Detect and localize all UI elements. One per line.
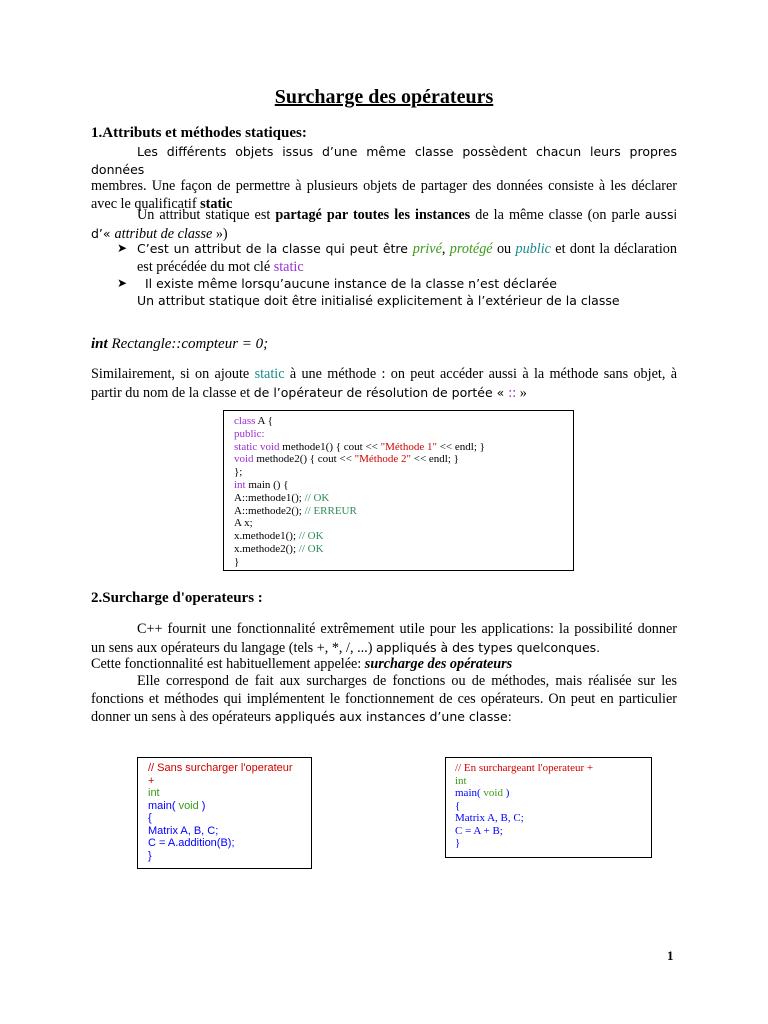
- bullet1-prive: privé: [412, 241, 442, 257]
- para2-italic: attribut de classe: [114, 225, 213, 242]
- code-keyword: int: [234, 478, 246, 491]
- para2-text-d: »): [212, 225, 228, 242]
- bullet-1: [117, 240, 677, 276]
- code-line: }: [234, 555, 240, 568]
- para2-text-a: Un attribut statique est: [137, 207, 276, 223]
- section1-para2: [91, 206, 677, 243]
- code-line: [234, 415, 563, 428]
- code-comment: // OK: [298, 530, 324, 543]
- code-box-without-overload: [137, 757, 312, 869]
- code-keyword: void: [178, 799, 199, 812]
- code-comment: // OK: [304, 491, 330, 504]
- para3-text-b: à une méthode : on peut accéder aussi à la méthode sans objet, à partir du nom de la classe et: [91, 366, 677, 401]
- code-line: [234, 505, 563, 518]
- code-line: public:: [234, 427, 265, 440]
- arrow-bullet-icon: ➤: [117, 276, 128, 290]
- code-text: ): [198, 799, 206, 812]
- section2-heading: 2.Surcharge d'operateurs :: [91, 590, 263, 606]
- page-number: 1: [667, 948, 674, 963]
- para3-scope-operator: ::: [508, 384, 517, 401]
- code-line: [234, 441, 563, 454]
- code-line: Matrix A, B, C;: [455, 812, 524, 824]
- code-comment: // ERREUR: [304, 504, 357, 517]
- para3-text-c: de l’opérateur de résolution de portée «: [253, 384, 509, 400]
- init-line: Un attribut statique doit être initialisé explicitement à l’extérieur de la classe: [137, 293, 620, 308]
- code-line: [234, 492, 563, 505]
- code-line: [148, 800, 301, 813]
- code-keyword: void: [234, 453, 254, 466]
- s2p1-text-c: Cette fonctionnalité est habituellement appelée:: [91, 656, 365, 672]
- code-line: }: [455, 837, 461, 849]
- code-keyword: void: [483, 787, 503, 799]
- para3-text-d: »: [516, 384, 527, 401]
- para3-text-a: Similairement, si on ajoute: [91, 366, 255, 382]
- section1-heading: 1.Attributs et méthodes statiques:: [91, 125, 307, 141]
- code-text: main () {: [245, 478, 289, 491]
- code-line: Matrix A, B, C;: [148, 824, 219, 837]
- section2-para1: [91, 621, 677, 657]
- code-line: [234, 543, 563, 556]
- code-string: "Méthode 1": [380, 440, 437, 453]
- code-line: C = A.addition(B);: [148, 837, 235, 849]
- code-text: A {: [255, 415, 273, 427]
- s2p2-text-b: appliqués aux instances d’une classe:: [274, 709, 512, 724]
- code-comment: // Sans surcharger l'operateur: [148, 762, 293, 774]
- code-line: };: [234, 466, 243, 479]
- code-text: << endl; }: [411, 453, 459, 466]
- code-text: A::methode2();: [234, 504, 305, 517]
- s2p1-text-b: appliqués à des types quelconques.: [375, 639, 601, 655]
- section1-para1: [91, 143, 677, 213]
- code-string: "Méthode 2": [354, 453, 411, 466]
- code-line: C = A + B;: [455, 824, 503, 837]
- section2-para2: [91, 673, 677, 727]
- para1-text: membres. Une façon de permettre à plusieurs objets de partager des données consiste à les déclarer avec le qualificatif: [91, 178, 677, 212]
- code-text: x.methode2();: [234, 542, 299, 555]
- code-keyword: int: [148, 787, 160, 799]
- bullet1-text-a: C’est un attribut de la classe qui peut être: [137, 241, 413, 256]
- code-keyword: int: [455, 774, 467, 787]
- code-line: }: [148, 849, 152, 862]
- para2-text-c: aussi d’«: [91, 207, 677, 241]
- code-line: {: [455, 799, 461, 812]
- code-keyword: static void: [234, 440, 280, 453]
- s2p2-text-a: Elle correspond de fait aux surcharges de fonctions ou de méthodes, mais réalisée sur les fonctions et méthodes qui implémentent le fonctionnement de ces opérateurs. On peut en particulier donner un sens à des opérateurs: [91, 673, 677, 725]
- bullet-2: [117, 275, 677, 293]
- code-line: [234, 530, 563, 543]
- para3-static: static: [254, 366, 285, 382]
- page-title: Surcharge des opérateurs: [274, 86, 494, 108]
- code-box-static-methods: [223, 410, 574, 571]
- s2p1-text-a: C++ fournit une fonctionnalité extrêmement utile pour les applications: la possibilité donner un sens aux opérateurs du langage (tels +, *, /, ...): [91, 621, 677, 656]
- code-comment: // En surchargeant l'operateur +: [455, 762, 594, 774]
- bullet1-sep: ,: [441, 241, 450, 257]
- code-keyword: class: [234, 415, 256, 427]
- code-text: ): [502, 787, 510, 799]
- bullet1-text-b: et dont la déclaration est précédée du mot clé: [137, 241, 677, 275]
- bullet1-protege: protégé: [449, 241, 493, 257]
- code-text: x.methode1();: [234, 530, 299, 543]
- code-line: {: [148, 812, 152, 824]
- bullet-1-text: [117, 240, 677, 276]
- arrow-bullet-icon: ➤: [117, 241, 128, 255]
- code-box-with-overload: [445, 757, 652, 858]
- section1-para3: [91, 366, 677, 402]
- bullet1-ou: ou: [492, 241, 516, 257]
- code-line: [234, 453, 563, 466]
- code-text: methode1() { cout <<: [279, 440, 381, 453]
- bullet1-static: static: [273, 258, 304, 275]
- para2-bold: partagé par toutes les instances: [275, 207, 471, 223]
- para2-text-b: de la même classe (on parle: [470, 207, 645, 223]
- code-text: main(: [455, 787, 484, 799]
- static-keyword: static: [200, 195, 233, 212]
- code-line: [455, 787, 642, 800]
- code-int-keyword: int: [91, 336, 108, 352]
- static-init-code: [91, 336, 677, 354]
- s2p1-bold-italic: surcharge des opérateurs: [364, 656, 513, 672]
- section2-para1-cont: [91, 656, 677, 674]
- code-text: A::methode1();: [234, 491, 305, 504]
- code-text: methode2() { cout <<: [253, 453, 355, 466]
- code-rest: Rectangle::compteur = 0;: [107, 336, 269, 352]
- bullet1-public: public: [515, 241, 551, 257]
- para1-line1: Les différents objets issus d’une même classe possèdent chacun leurs propres données: [91, 144, 677, 177]
- code-line: A x;: [234, 517, 253, 530]
- code-comment: // OK: [298, 542, 324, 555]
- code-text: main(: [148, 799, 179, 812]
- code-comment: +: [148, 774, 155, 787]
- bullet-2-text: Il existe même lorsqu’aucune instance de la classe n’est déclarée: [145, 276, 557, 291]
- code-line: [234, 479, 563, 492]
- code-text: << endl; }: [436, 440, 485, 453]
